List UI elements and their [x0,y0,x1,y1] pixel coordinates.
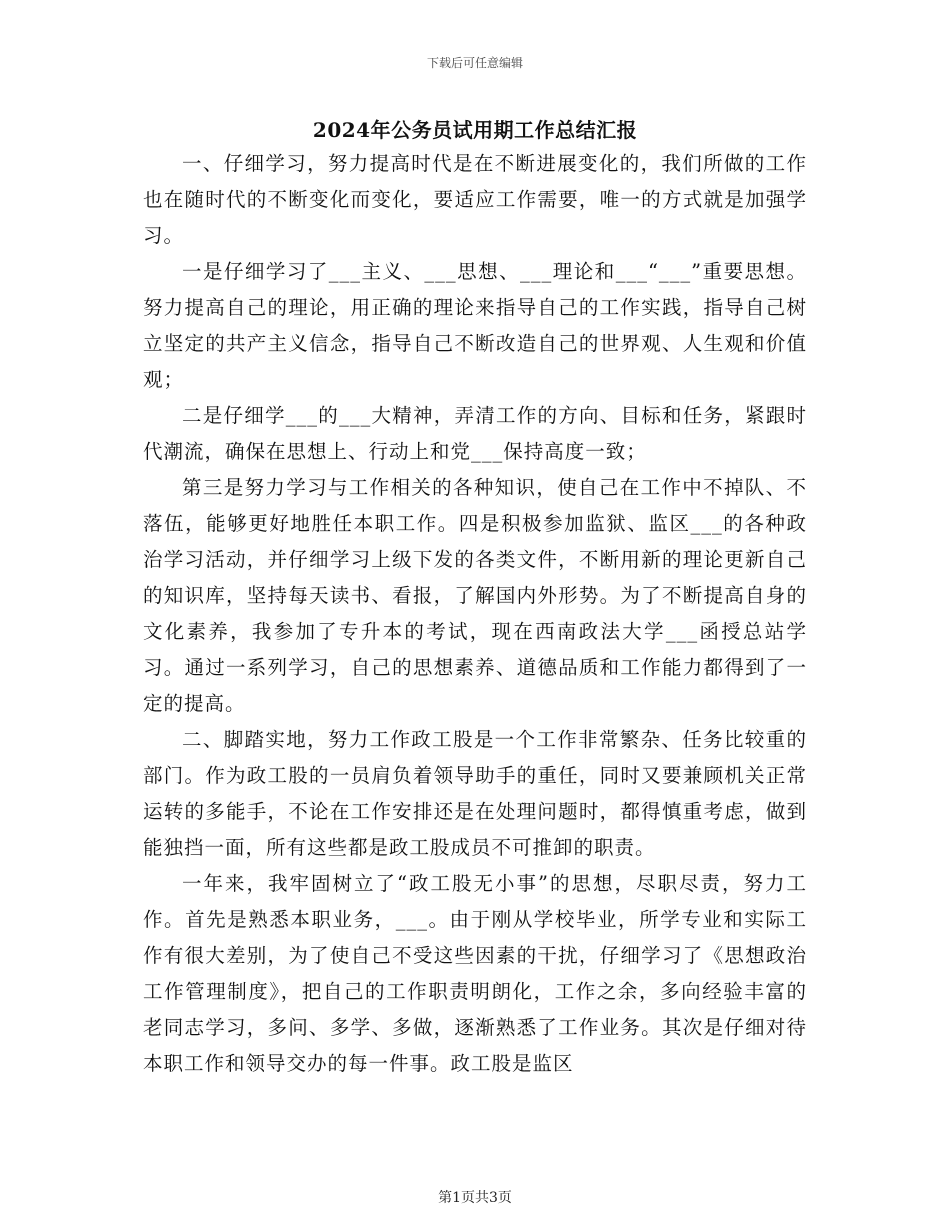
document-body [143,146,807,1082]
paragraph-6: 一年来，我牢固树立了“政工股无小事”的思想，尽职尽责，努力工作。首先是熟悉本职业务，___。由于刚从学校毕业，所学专业和实际工作有很大差别，为了使自己不受这些因素的干扰，仔细学习了《思想政治工作管理制度》，把自己的工作职责明朗化，工作之余，多向经验丰富的老同志学习，多问、多学、多做，逐渐熟悉了工作业务。其次是仔细对待本职工作和领导交办的每一件事。政工股是监区 [143,872,807,1075]
page-number: 第1页共3页 [438,1190,512,1206]
document-title: 2024年公务员试用期工作总结汇报 [312,118,638,142]
paragraph-5: 二、脚踏实地，努力工作政工股是一个工作非常繁杂、任务比较重的部门。作为政工股的一员肩负着领导助手的重任，同时又要兼顾机关正常运转的多能手，不论在工作安排还是在处理问题时，都得慎重考虑，做到能独挡一面，所有这些都是政工股成员不可推卸的职责。 [143,728,807,859]
paragraph-3: 二是仔细学___的___大精神，弄清工作的方向、目标和任务，紧跟时代潮流，确保在思想上、行动上和党___保持高度一致； [143,404,807,463]
paragraph-4: 第三是努力学习与工作相关的各种知识，使自己在工作中不掉队、不落伍，能够更好地胜任本职工作。四是积极参加监狱、监区___的各种政治学习活动，并仔细学习上级下发的各类文件，不断用新的理论更新自己的知识库，坚持每天读书、看报，了解国内外形势。为了不断提高自身的文化素养，我参加了专升本的考试，现在西南政法大学___函授总站学习。通过一系列学习，自己的思想素养、道德品质和工作能力都得到了一定的提高。 [143,476,807,715]
paragraph-1: 一、仔细学习，努力提高时代是在不断进展变化的，我们所做的工作也在随时代的不断变化而变化，要适应工作需要，唯一的方式就是加强学习。 [143,152,807,247]
page-header-note: 下载后可任意编辑 [426,56,523,70]
paragraph-2: 一是仔细学习了___主义、___思想、___理论和___“___”重要思想。努力提高自己的理论，用正确的理论来指导自己的工作实践，指导自己树立坚定的共产主义信念，指导自己不断改造自己的世界观、人生观和价值观； [143,260,807,391]
